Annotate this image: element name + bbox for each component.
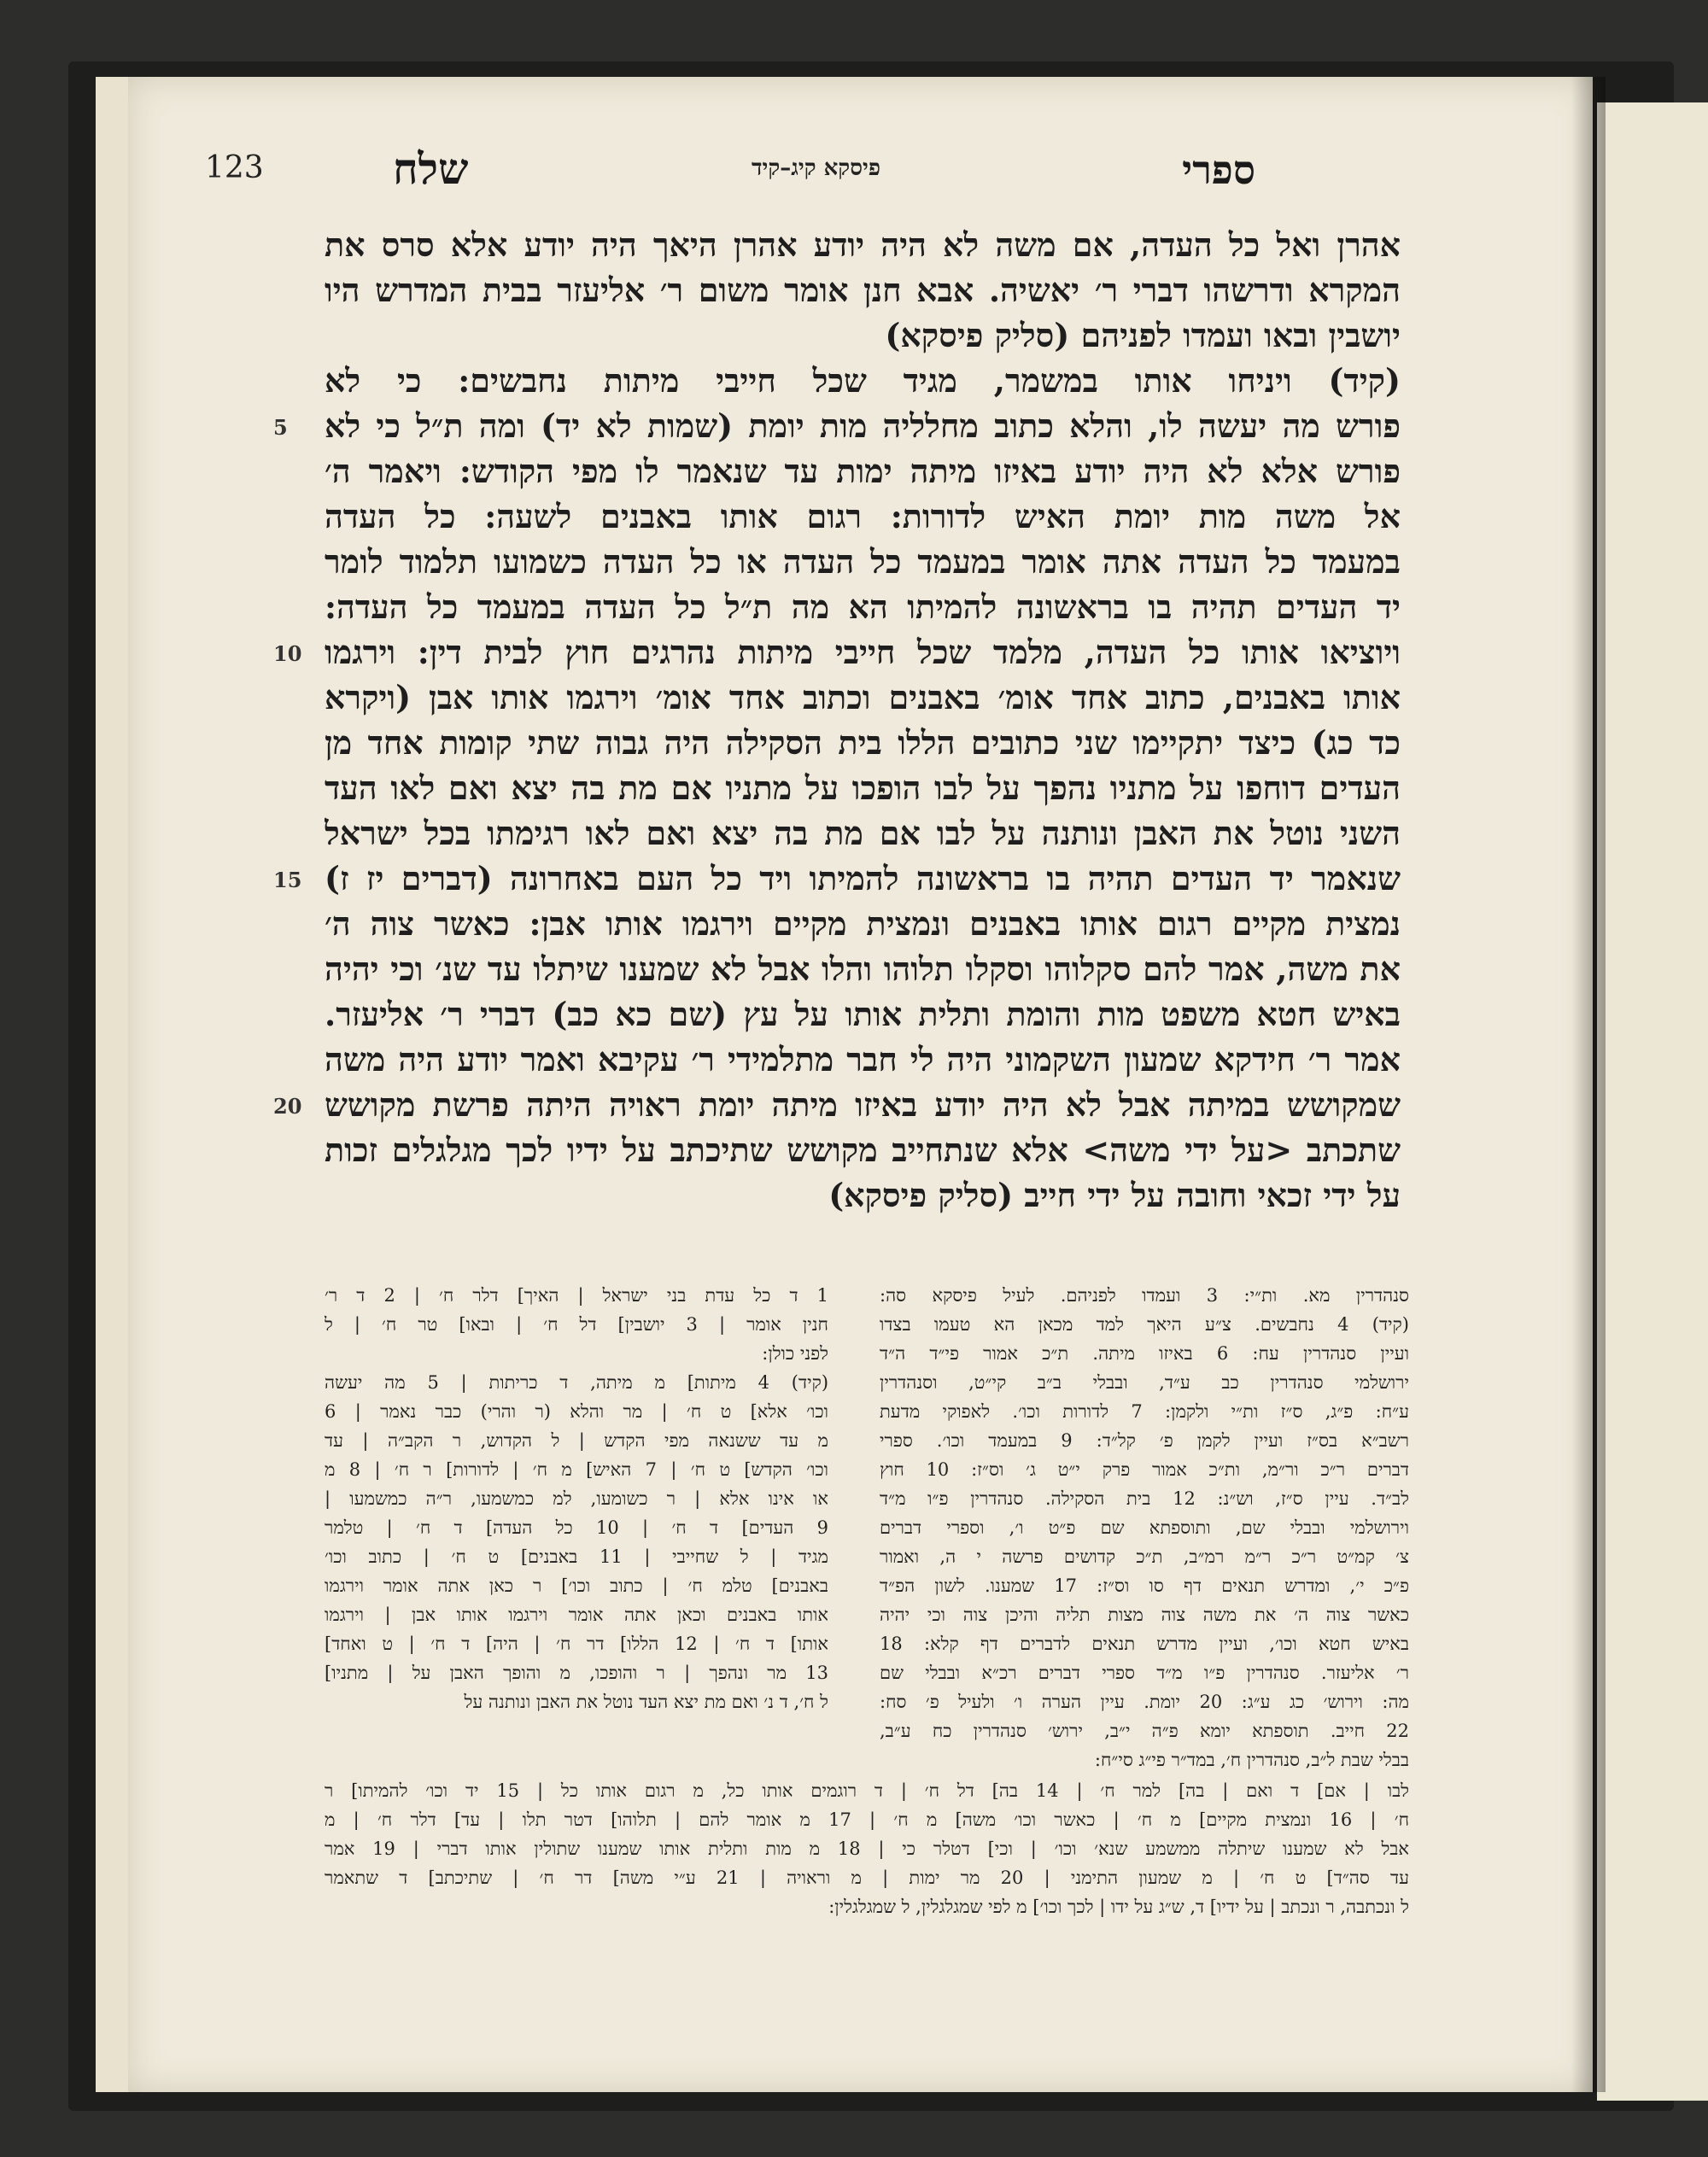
text-line: ח׳ | 16 ונמצית מקיים] מ ח׳ | כאשר וכו׳ משה] מ ח׳ | 17 מ אומר להם | תלוהו] דטר תלו | עד] דלר ח׳ | מ <box>325 1809 1409 1830</box>
book-title: ספרי <box>1182 147 1255 193</box>
line-number: 10 <box>273 641 302 666</box>
page-edges <box>96 77 130 2092</box>
text-line: פ״כ י׳, ומדרש תנאים דף סו וס״ז: 17 שמענו. לשון הפ״ד <box>880 1575 1409 1596</box>
text-line: יד העדים תהיה בו בראשונה להמיתו הא מה ת״ל כל העדה במעמד כל העדה: <box>325 587 1401 626</box>
text-line: סנהדרין מא. ות״י: 3 ועמדו לפניהם. לעיל פיסקא סה: <box>880 1285 1409 1306</box>
text-line: 1 ד כל עדת בני ישראל | האיך] דלר ח׳ | 2 ד ר׳ <box>325 1285 828 1306</box>
text-line: ל ח׳, ד נ׳ ואם מת יצא העד נוטל את האבן ונותנה על <box>464 1692 828 1712</box>
page-number: 123 <box>205 150 264 185</box>
line-number: 5 <box>273 415 288 440</box>
parasha-title: שלח <box>393 143 469 194</box>
text-line: עד סה״ד] ט ח׳ | מ שמעון התימני | 20 מר ימות | מ וראויה | 21 ע״י משה] דר ח׳ | שתיכתב] ד שתאמר <box>325 1868 1409 1888</box>
text-line: ועיין סנהדרין עח: 6 באיזו מיתה. ת״כ אמור פי״ד ה״ד <box>880 1343 1409 1364</box>
text-line: כאשר צוה ה׳ את משה צוה מצות תליה והיכן צוה וכי יהיה <box>880 1605 1409 1625</box>
text-line: מה: וירוש׳ כג ע״ג: 20 יומת. עיין הערה ו׳ ולעיל פ׳ סח: <box>880 1692 1409 1712</box>
text-line: במעמד כל העדה אתה אומר במעמד כל העדה או כל העדה כשמועו תלמוד לומר <box>325 542 1401 581</box>
text-line: על ידי זכאי וחובה על ידי חייב (סליק פיסקא) <box>828 1176 1401 1214</box>
text-line: ר׳ אליעזר. סנהדרין פ״ו מ״ד ספרי דברים רכ״א ובבלי שם <box>880 1663 1409 1683</box>
text-line: צ׳ קמ״ט ר״כ ר״מ רמ״ב, ת״כ קדושים פרשה י ה, ואמור <box>880 1546 1409 1567</box>
text-line: את משה, אמר להם סקלוהו וסקלו תלוהו והלו אבל לא שמענו שיתלו עד שנ׳ וכי יהיה <box>325 950 1401 988</box>
text-line: השני נוטל את האבן ונותנה על לבו אם מת בה יצא ואם לאו רגימתו בכל ישראל <box>325 814 1401 852</box>
text-line: שנאמר יד העדים תהיה בו בראשונה להמיתו ויד כל העם באחרונה (דברים יז ז) <box>325 859 1401 897</box>
text-line: ירושלמי סנהדרין כב ע״ד, ובבלי ב״ב קי״ט, וסנהדרין <box>880 1372 1409 1393</box>
footnotes-sources <box>880 1281 1409 1774</box>
footnotes-variants <box>325 1281 828 1716</box>
text-line: באיש חטא וכו׳, ועיין מדרש תנאים לדברים דף קלא: 18 <box>880 1634 1409 1654</box>
text-line: (קיד) 4 נחבשים. צ״ע היאך למד מכאן הא טעמו בצדו <box>880 1314 1409 1335</box>
text-line: בבלי שבת ל״ב, סנהדרין ח׳, במד״ר פי״ג סי״ח: <box>1094 1750 1409 1770</box>
text-line: רשב״א בס״ז ועיין לקמן פ׳ קל״ד: 9 במעמד וכו׳. ספרי <box>880 1430 1409 1451</box>
text-line: וירושלמי ובבלי שם, ותוספתא שם פ״ט ו׳, וספרי דברים <box>880 1517 1409 1538</box>
text-line: פורש אלא לא היה יודע באיזו מיתה ימות עד שנאמר לו מפי הקודש: ויאמר ה׳ <box>325 452 1401 490</box>
facing-page <box>1597 102 1708 2101</box>
text-line: (קיד) 4 מיתות] מ מיתה, ד כריתות | 5 מה יעשה <box>325 1372 828 1393</box>
text-line: 13 מר ונהפך | ר והופכו, מ והופך האבן על | מתניו] <box>325 1663 828 1683</box>
text-line: פורש מה יעשה לו, והלא כתוב מחלליה מות יומת (שמות לא יד) ומה ת״ל כי לא <box>325 406 1401 445</box>
text-line: אהרן ואל כל העדה, אם משה לא היה יודע אהרן היאך היה יודע אלא סרס את <box>325 225 1401 264</box>
text-line: 22 חייב. תוספתא יומא פ״ה י״ב, ירוש׳ סנהדרין כח ע״ב, <box>880 1721 1409 1741</box>
text-line: ל ונכתבה, ר ונכתב | על ידיו] ד, ש״ג על ידו | לכך וכו׳] מ לפי שמגלגלין, ל שמגלגלין: <box>828 1897 1409 1917</box>
main-text <box>325 222 1401 1218</box>
text-line: יושבין ובאו ועמדו לפניהם (סליק פיסקא) <box>885 316 1401 354</box>
text-line: (קיד) ויניחו אותו במשמר, מגיד שכל חייבי מיתות נחבשים: כי לא <box>325 361 1401 400</box>
text-line: חנין אומר | 3 יושבין] דל ח׳ | ובאו] טר ח׳ | ל <box>325 1314 828 1335</box>
text-line: אותו באבנים וכאן אתה אומר וירגמו אותו אבן | וירגמו <box>325 1605 828 1625</box>
text-line: מ עד ששנאה מפי הקדש | ל הקדוש, ר הקב״ה | עד <box>325 1430 828 1451</box>
text-line: 9 העדים] ד ח׳ | 10 כל העדה] ד ח׳ | טלמר <box>325 1517 828 1538</box>
text-line: אל משה מות יומת האיש לדורות: רגום אותו באבנים לשעה: כל העדה <box>325 497 1401 535</box>
text-line: שתכתב <על ידי משה> אלא שנתחייב מקושש שתיכתב על ידיו לכך מגלגלים זכות <box>325 1131 1401 1169</box>
text-line: לפני כולן: <box>762 1343 828 1364</box>
line-number: 20 <box>273 1094 302 1119</box>
text-line: וכו׳ הקדש] ט ח׳ | 7 האיש] מ ח׳ | לדורות] ר ח׳ | 8 מ <box>325 1459 828 1480</box>
text-line: אבל לא שמענו שיתלה ממשמע שנא׳ וכו׳ | וכי] דטלר כי | 18 מ מות ותלית אותו שמענו שתולין אותו דברי | 19 אמר <box>325 1838 1409 1859</box>
text-line: באבנים] טלמ ח׳ | כתוב וכו׳] ר כאן אתה אומר וירגמו <box>325 1575 828 1596</box>
spine-shadow <box>1571 77 1606 2092</box>
text-line: מגיד | ל שחייבי | 11 באבנים] ט ח׳ | כתוב וכו׳ <box>325 1546 828 1567</box>
piska-label: פיסקא קיג–קיד <box>752 155 880 181</box>
text-line: ע״ח: פ״ג, ס״ז ות״י ולקמן: 7 לדורות וכו׳. לאפוקי מדעת <box>880 1401 1409 1422</box>
text-line: שמקושש במיתה אבל לא היה יודע באיזו מיתה יומת ראויה היתה פרשת מקושש <box>325 1085 1401 1124</box>
text-line: או אינו אלא | ר כשומעו, למ כמשמעו, ר״ה כמשמעו | <box>325 1488 828 1509</box>
text-line: העדים דוחפו על מתניו נהפך על לבו הופכו על מתניו אם מת בה יצא ואם לאו העד <box>325 769 1401 807</box>
line-number: 15 <box>273 868 302 892</box>
text-line: לבו | אם] ד ואם | בה] למר ח׳ | 14 בה] דל ח׳ | ד רוגמים אותו כל, מ רגום אותו כל | 15 יד וכו׳ להמיתו] ר <box>325 1780 1409 1801</box>
text-line: המקרא ודרשהו דברי ר׳ יאשיה. אבא חנן אומר משום ר׳ אליעזר בבית המדרש היו <box>325 271 1401 309</box>
text-line: לב״ד. עיין ס״ז, וש״נ: 12 בית הסקילה. סנהדרין פ״ו מ״ד <box>880 1488 1409 1509</box>
text-line: כד כג) כיצד יתקיימו שני כתובים הללו בית הסקילה היה גבוה שתי קומות אחד מן <box>325 723 1401 762</box>
text-line: אותו] ד ח׳ | 12 הללו] דר ח׳ | היה] ד ח׳ | ט ואחד] <box>325 1634 828 1654</box>
text-line: ויוציאו אותו כל העדה, מלמד שכל חייבי מיתות נהרגים חוץ לבית דין: וירגמו <box>325 633 1401 671</box>
text-line: אמר ר׳ חידקא שמעון השקמוני היה לי חבר מתלמידי ר׳ עקיבא ואמר יודע היה משה <box>325 1040 1401 1078</box>
text-line: אותו באבנים, כתוב אחד אומ׳ באבנים וכתוב אחד אומ׳ וירגמו אותו אבן (ויקרא <box>325 678 1401 716</box>
text-line: נמצית מקיים רגום אותו באבנים ונמצית מקיים וירגמו אותו אבן: כאשר צוה ה׳ <box>325 904 1401 943</box>
footnotes-variants-continued <box>325 1776 1409 1921</box>
text-line: באיש חטא משפט מות והומת ותלית אותו על עץ (שם כא כב) דברי ר׳ אליעזר. <box>325 995 1401 1033</box>
text-line: וכו׳ אלא] ט ח׳ | מר והלא (ר והרי) כבר נאמר | 6 <box>325 1401 828 1422</box>
page-header <box>205 143 1255 203</box>
text-line: דברים ר״כ ור״מ, ות״כ אמור פרק י״ט ג׳ וס״ז: 10 חוץ <box>880 1459 1409 1480</box>
